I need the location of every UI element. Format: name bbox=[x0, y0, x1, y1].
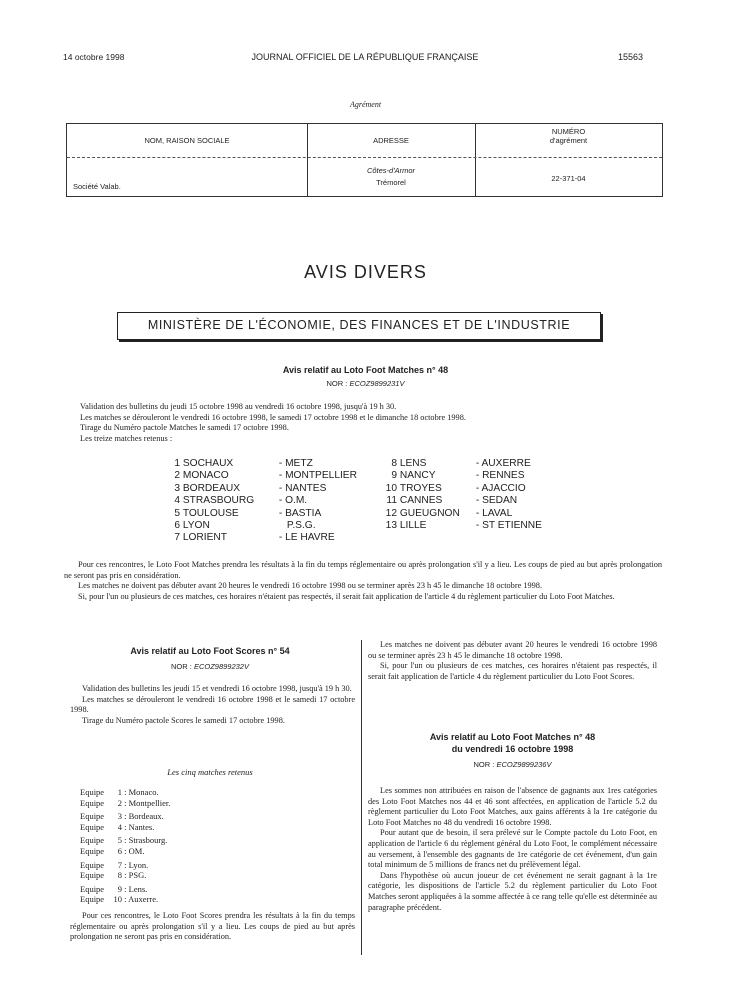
match-row: 3 BORDEAUX - NANTES bbox=[174, 482, 327, 494]
equipe-row: Equipe 7 : Lyon. bbox=[80, 859, 149, 870]
nor-label: NOR : bbox=[326, 379, 348, 388]
table-cell-adresse-commune: Trémorel bbox=[376, 178, 406, 187]
header-page-number: 15563 bbox=[618, 52, 644, 62]
matches-list-right bbox=[383, 458, 542, 532]
match-row: 5 TOULOUSE - BASTIA bbox=[174, 507, 322, 519]
paragraph: Les matches ne doivent pas débuter avant 20 heures le vendredi 16 octobre 1998 ou se terminer après 23 h 45 le dimanche 18 octobre 1998. bbox=[368, 640, 657, 660]
column-divider bbox=[361, 640, 362, 955]
header-date: 14 octobre 1998 bbox=[63, 52, 125, 62]
agrement-table bbox=[66, 123, 663, 197]
match-row: 7 LORIENT - LE HAVRE bbox=[174, 532, 335, 544]
paragraph: Les matches ne doivent pas débuter avant 20 heures le vendredi 16 octobre 1998 ou se terminer après 23 h 45 le dimanche 18 octobre 1998. bbox=[78, 581, 543, 591]
paragraph: Si, pour l'un ou plusieurs de ces matches, ces horaires n'étaient pas respectés, il serait fait application de l'article 4 du règlement particulier du Loto Foot Matches. bbox=[78, 591, 615, 601]
ministry-name: MINISTÈRE DE L'ÉCONOMIE, DES FINANCES ET DE L'INDUSTRIE bbox=[147, 318, 571, 332]
paragraph: Validation des bulletins du jeudi 15 octobre 1998 au vendredi 16 octobre 1998, jusqu'à 19 h 30. bbox=[80, 402, 397, 411]
notice-title: Avis relatif au Loto Foot Scores n° 54 bbox=[130, 646, 290, 656]
matches-list-left bbox=[170, 458, 357, 545]
nor-code: ECOZ9899232V bbox=[193, 662, 249, 671]
agrement-caption: Agrément bbox=[349, 100, 382, 109]
nor-code: ECOZ9899236V bbox=[496, 760, 552, 769]
column-header-nom: NOM, RAISON SOCIALE bbox=[144, 136, 230, 145]
paragraph: Tirage du Numéro pactole Matches le samedi 17 octobre 1998. bbox=[80, 423, 289, 433]
notice-body bbox=[368, 786, 657, 913]
match-row: 11 CANNES - SEDAN bbox=[386, 495, 518, 507]
nor-label: NOR : bbox=[473, 760, 495, 769]
equipe-row: Equipe 5 : Strasbourg. bbox=[80, 835, 168, 846]
match-row: 1 SOCHAUX - METZ bbox=[174, 458, 313, 469]
paragraph: Pour autant que de besoin, il sera prélevé sur le Compte pactole du Loto Foot, en application de l'article 6 du règlement général du Loto Foot, le complément nécessaire au versement, à l'ensemble des gagnants de 1re catégorie de cet événement, d'un gain total minimum de 5 millions de francs net du prélèvement légal. bbox=[368, 828, 657, 870]
paragraph: Dans l'hypothèse où aucun joueur de cet événement ne serait gagnant à la 1re catégorie, les dispositions de l'article 5.2 du règlement particulier du Loto Foot Matches seront appliquées à la somme affectée à ce rang telle qu'elle est déterminée au paragraphe précédent. bbox=[368, 870, 657, 912]
match-row: 6 LYON P.S.G. bbox=[174, 520, 316, 532]
table-cell-adresse-departement: Côtes-d'Armor bbox=[366, 166, 416, 175]
matches-subtitle: Les cinq matches retenus bbox=[167, 767, 253, 777]
notice-title: Avis relatif au Loto Foot Matches n° 48 bbox=[282, 365, 449, 375]
header-journal-title: JOURNAL OFFICIEL DE LA RÉPUBLIQUE FRANÇAISE bbox=[251, 52, 479, 62]
table-cell-nom: Société Valab. bbox=[73, 182, 121, 191]
paragraph: Tirage du Numéro pactole Scores le samedi 17 octobre 1998. bbox=[82, 715, 285, 725]
notice-title: Avis relatif au Loto Foot Matches n° 48 bbox=[429, 732, 596, 742]
equipe-row: Equipe 10 : Auxerre. bbox=[80, 894, 159, 905]
match-row: 10 TROYES - AJACCIO bbox=[385, 482, 526, 494]
equipe-row: Equipe 6 : OM. bbox=[80, 845, 145, 856]
equipe-row: Equipe 9 : Lens. bbox=[80, 883, 148, 894]
nor-label: NOR : bbox=[171, 662, 192, 671]
paragraph: Les matches se dérouleront le vendredi 16 octobre 1998, le samedi 17 octobre 1998 et le dimanche 18 octobre 1998. bbox=[80, 412, 466, 422]
notice-closing bbox=[64, 560, 662, 602]
paragraph: Validation des bulletins les jeudi 15 et vendredi 16 octobre 1998, jusqu'à 19 h 30. bbox=[82, 684, 352, 693]
notice-closing: Pour ces rencontres, le Loto Foot Scores prendra les résultats à la fin du temps réglementaire ou après prolongation s'il y a lieu. Les coups de pied au but après prolongation ne seront pas pris en considération. bbox=[70, 911, 355, 942]
column-header-numero-sub: d'agrément bbox=[549, 136, 588, 145]
table-cell-numero: 22-371-04 bbox=[551, 174, 586, 183]
match-row: 13 LILLE - ST ETIENNE bbox=[385, 520, 542, 532]
notice-body bbox=[80, 402, 658, 444]
ministry-banner bbox=[117, 312, 601, 340]
match-row: 2 MONACO - MONTPELLIER bbox=[174, 470, 357, 482]
paragraph: Les sommes non attribuées en raison de l'absence de gagnants aux 1res catégories des Loto Foot Matches nos 44 et 46 sont affectées, en application de l'article 5.2 du règlement particulier du Loto Foot Matches, aux gains afférents à la 1re catégorie du Loto Foot Matches no 48 du vendredi 16 octobre 1998. bbox=[368, 786, 657, 827]
paragraph: Pour ces rencontres, le Loto Foot Matches prendra les résultats à la fin du temps réglementaire ou après prolongation s'il y a lieu. Les coups de pied au but après prolongation ne seront pas pris en considération. bbox=[64, 560, 662, 580]
column-header-numero: NUMÉRO bbox=[551, 127, 586, 136]
equipe-row: Equipe 3 : Bordeaux. bbox=[80, 811, 164, 822]
equipes-list bbox=[80, 787, 170, 905]
notice-nor bbox=[0, 379, 731, 388]
paragraph: Si, pour l'un ou plusieurs de ces matches, ces horaires n'étaient pas respectés, il serait fait application de l'article 4 du règlement particulier du Loto Foot Scores. bbox=[368, 661, 657, 681]
notice-nor bbox=[368, 760, 657, 769]
paragraph: Les treize matches retenus : bbox=[80, 433, 173, 443]
notice-nor bbox=[66, 662, 354, 671]
match-row: 4 STRASBOURG - O.M. bbox=[174, 495, 308, 507]
equipe-row: Equipe 4 : Nantes. bbox=[80, 821, 155, 832]
column-header-adresse: ADRESSE bbox=[373, 136, 409, 145]
section-title: AVIS DIVERS bbox=[304, 262, 427, 282]
notice-continuation bbox=[368, 640, 657, 682]
notice-title-date: du vendredi 16 octobre 1998 bbox=[451, 744, 574, 754]
equipe-row: Equipe 2 : Montpellier. bbox=[80, 797, 171, 808]
notice-body bbox=[70, 684, 355, 726]
match-row: 9 NANCY - RENNES bbox=[391, 470, 525, 482]
table-divider bbox=[67, 157, 662, 158]
paragraph: Les matches se dérouleront le vendredi 16 octobre 1998 et le samedi 17 octobre 1998. bbox=[70, 694, 355, 715]
equipe-row: Equipe 8 : PSG. bbox=[80, 870, 147, 881]
equipe-row: Equipe 1 : Monaco. bbox=[80, 787, 159, 797]
match-row: 8 LENS - AUXERRE bbox=[391, 458, 531, 469]
match-row: 12 GUEUGNON - LAVAL bbox=[385, 507, 513, 519]
nor-code: ECOZ9899231V bbox=[349, 379, 405, 388]
